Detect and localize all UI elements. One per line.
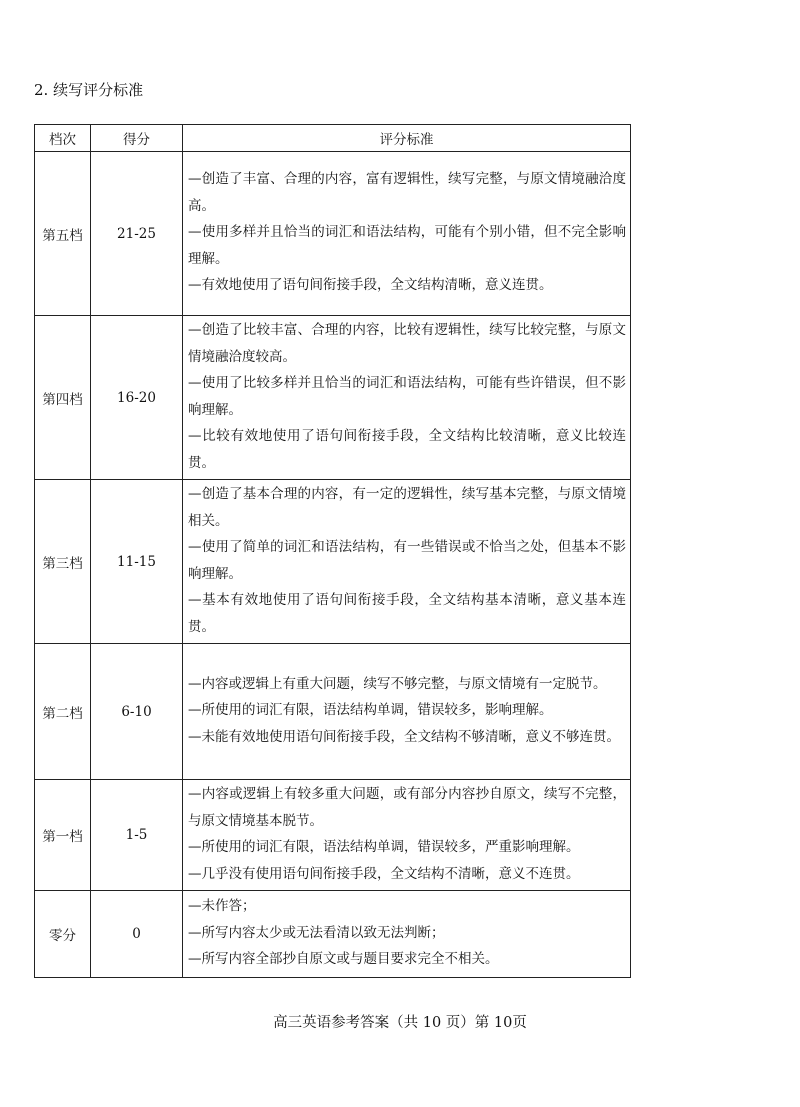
criteria-item: —所写内容全部抄自原文或与题目要求完全不相关。 xyxy=(188,951,499,968)
criteria-item: —有效地使用了语句间衔接手段，全文结构清晰，意义连贯。 xyxy=(188,277,553,294)
criteria-item: —未能有效地使用语句间衔接手段，全文结构不够清晰，意义不够连贯。 xyxy=(188,728,620,745)
criteria-item: —创造了基本合理的内容，有一定的逻辑性，续写基本完整，与原文情境相关。 xyxy=(188,486,626,529)
header-score: 得分 xyxy=(91,125,183,152)
score-cell: 11-15 xyxy=(91,480,183,644)
criteria-cell xyxy=(183,152,631,316)
criteria-item: —未作答； xyxy=(188,898,256,915)
header-criteria: 评分标准 xyxy=(183,125,631,152)
table-row xyxy=(35,644,631,780)
criteria-item: —所使用的词汇有限，语法结构单调，错误较多，严重影响理解。 xyxy=(188,839,580,855)
table-row xyxy=(35,780,631,891)
criteria-item: —使用了比较多样并且恰当的词汇和语法结构，可能有些许错误，但不影响理解。 xyxy=(188,375,626,418)
criteria-cell xyxy=(183,480,631,644)
table-row xyxy=(35,891,631,978)
level-cell: 零分 xyxy=(35,891,91,978)
header-level: 档次 xyxy=(35,125,91,152)
criteria-item: —创造了比较丰富、合理的内容，比较有逻辑性，续写比较完整，与原文情境融洽度较高。 xyxy=(188,322,626,365)
criteria-cell xyxy=(183,316,631,480)
table-row xyxy=(35,480,631,644)
score-cell: 1-5 xyxy=(91,780,183,891)
level-cell: 第三档 xyxy=(35,480,91,644)
criteria-item: —创造了丰富、合理的内容，富有逻辑性，续写完整，与原文情境融洽度高。 xyxy=(188,171,626,214)
table-row xyxy=(35,152,631,316)
criteria-item: —内容或逻辑上有重大问题，续写不够完整，与原文情境有一定脱节。 xyxy=(188,675,607,692)
criteria-item: —内容或逻辑上有较多重大问题，或有部分内容抄自原文，续写不完整，与原文情境基本脱节。 xyxy=(188,786,626,829)
criteria-item: —所写内容太少或无法看清以致无法判断； xyxy=(188,924,445,941)
scoring-rubric-table xyxy=(34,124,631,978)
page-footer: 高三英语参考答案（共 10 页）第 10页 xyxy=(273,1015,527,1031)
criteria-item: —所使用的词汇有限，语法结构单调，错误较多，影响理解。 xyxy=(188,702,553,719)
table-row xyxy=(35,316,631,480)
score-cell: 16-20 xyxy=(91,316,183,480)
score-cell: 0 xyxy=(91,891,183,978)
score-cell: 21-25 xyxy=(91,152,183,316)
level-cell: 第二档 xyxy=(35,644,91,780)
table-header-row xyxy=(35,125,631,152)
criteria-cell xyxy=(183,644,631,780)
criteria-cell xyxy=(183,891,631,978)
criteria-item: —基本有效地使用了语句间衔接手段，全文结构基本清晰，意义基本连贯。 xyxy=(188,592,626,635)
criteria-item: —几乎没有使用语句间衔接手段，全文结构不清晰，意义不连贯。 xyxy=(188,865,580,882)
section-title: 2. 续写评分标准 xyxy=(34,81,144,99)
level-cell: 第四档 xyxy=(35,316,91,480)
level-cell: 第一档 xyxy=(35,780,91,891)
criteria-item: —使用多样并且恰当的词汇和语法结构，可能有个别小错，但不完全影响理解。 xyxy=(188,224,626,267)
criteria-item: —使用了简单的词汇和语法结构，有一些错误或不恰当之处，但基本不影响理解。 xyxy=(188,539,626,582)
criteria-item: —比较有效地使用了语句间衔接手段，全文结构比较清晰，意义比较连贯。 xyxy=(188,428,626,471)
criteria-cell xyxy=(183,780,631,891)
level-cell: 第五档 xyxy=(35,152,91,316)
score-cell: 6-10 xyxy=(91,644,183,780)
